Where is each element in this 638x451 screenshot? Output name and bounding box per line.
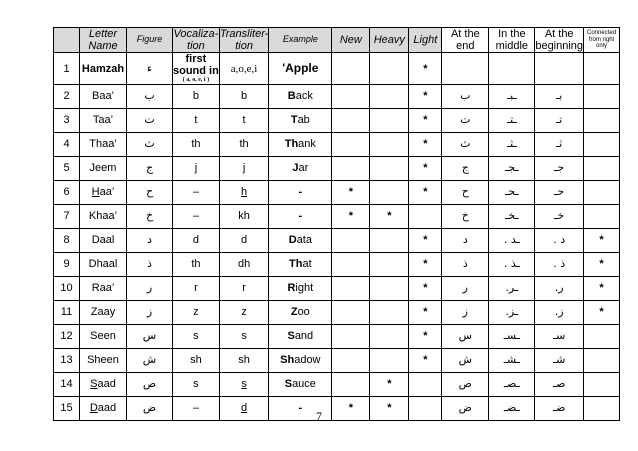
light-mark: * [409, 53, 442, 85]
new-mark [332, 132, 370, 156]
example-rest: oo [297, 306, 310, 319]
transliteration [219, 156, 269, 180]
example-bold: - [298, 210, 303, 223]
row-number: 8 [54, 228, 80, 252]
table-row [54, 108, 620, 132]
example [269, 180, 332, 204]
form-beginning: ز. [535, 300, 584, 324]
light-mark: * [409, 156, 442, 180]
example-rest: and [294, 330, 314, 343]
letter-figure: ج [127, 156, 173, 180]
example [269, 108, 332, 132]
table-row [54, 300, 620, 324]
row-number: 7 [54, 204, 80, 228]
transliteration [219, 108, 269, 132]
form-middle: ـز. [489, 300, 535, 324]
transliteration-text: sh [238, 354, 250, 367]
header-letter-name: Letter Name [80, 28, 127, 53]
example-rest: ab [297, 114, 310, 127]
form-middle: ـجـ [489, 156, 535, 180]
alphabet-table [53, 27, 620, 421]
letter-name [80, 300, 127, 324]
light-mark: * [409, 276, 442, 300]
form-middle [489, 53, 535, 85]
transliteration [219, 300, 269, 324]
vocalization-line-3: ( a, o, e, i ) [182, 77, 210, 84]
light-mark: * [409, 324, 442, 348]
heavy-mark [370, 324, 409, 348]
new-mark [332, 372, 370, 396]
transliteration [219, 84, 269, 108]
form-beginning: ر. [535, 276, 584, 300]
light-mark: * [409, 132, 442, 156]
heavy-mark: * [370, 372, 409, 396]
letter-figure: خ [127, 204, 173, 228]
connected-mark [584, 180, 620, 204]
letter-figure: ب [127, 84, 173, 108]
letter-name-underlined: D [89, 402, 98, 415]
connected-mark [584, 204, 620, 228]
letter-name-rest: Seen [90, 330, 116, 343]
transliteration-text: d [241, 402, 248, 415]
example-rest: at [302, 258, 312, 271]
form-middle: ـتـ [489, 108, 535, 132]
example-bold: B [287, 90, 296, 103]
example-bold: J [292, 162, 299, 175]
form-beginning [535, 53, 584, 85]
form-middle: ـسـ [489, 324, 535, 348]
new-mark [332, 276, 370, 300]
letter-name [80, 324, 127, 348]
vocalization [173, 53, 220, 85]
vocalization: – [173, 204, 220, 228]
example [269, 84, 332, 108]
new-mark: * [332, 396, 370, 420]
vocalization: d [173, 228, 220, 252]
header-in-the-middle: In the middle [489, 28, 535, 53]
example-rest: ar [298, 162, 309, 175]
vocalization: r [173, 276, 220, 300]
row-number: 6 [54, 180, 80, 204]
table-row [54, 132, 620, 156]
connected-mark: * [584, 228, 620, 252]
connected-mark [584, 156, 620, 180]
connected-mark [584, 372, 620, 396]
light-mark: * [409, 84, 442, 108]
transliteration-text: d [241, 234, 248, 247]
heavy-mark [370, 300, 409, 324]
transliteration-text: z [241, 306, 247, 319]
header-light: Light [409, 28, 442, 53]
letter-name [80, 180, 127, 204]
vocalization: – [173, 396, 220, 420]
form-end: ب [442, 84, 489, 108]
transliteration-text: b [241, 90, 248, 103]
letter-name-rest: Taa’ [92, 114, 114, 127]
new-mark [332, 300, 370, 324]
form-middle: ـخـ [489, 204, 535, 228]
example-rest: ight [295, 282, 314, 295]
heavy-mark [370, 276, 409, 300]
form-beginning: شـ [535, 348, 584, 372]
example [269, 276, 332, 300]
letter-name-rest: aad [97, 378, 116, 391]
transliteration [219, 180, 269, 204]
heavy-mark [370, 53, 409, 85]
transliteration [219, 324, 269, 348]
letter-name: Hamzah [80, 53, 127, 85]
example [269, 348, 332, 372]
vocalization: th [173, 132, 220, 156]
example-bold: - [298, 186, 303, 199]
row-number: 4 [54, 132, 80, 156]
header-connected-from-right-only: Connected from right only [584, 28, 620, 53]
vocalization: th [173, 252, 220, 276]
table-row-hamzah [54, 53, 620, 85]
form-middle: ـحـ [489, 180, 535, 204]
transliteration [219, 348, 269, 372]
header-figure: Figure [127, 28, 173, 53]
letter-name-rest: aa’ [99, 186, 115, 199]
letter-name-rest: aad [97, 402, 117, 415]
letter-figure: ث [127, 132, 173, 156]
form-middle: ـضـ [489, 396, 535, 420]
heavy-mark: * [370, 204, 409, 228]
transliteration [219, 204, 269, 228]
example-bold: Th [289, 258, 303, 271]
connected-mark [584, 324, 620, 348]
vocalization: b [173, 84, 220, 108]
light-mark: * [409, 252, 442, 276]
header-heavy: Heavy [370, 28, 409, 53]
form-beginning: صـ [535, 372, 584, 396]
vocalization: s [173, 324, 220, 348]
form-beginning: ذ . [535, 252, 584, 276]
new-mark: * [332, 204, 370, 228]
row-number: 2 [54, 84, 80, 108]
form-middle: ـد . [489, 228, 535, 252]
example-bold: Th [284, 138, 299, 151]
letter-figure: ء [127, 53, 173, 85]
transliteration [219, 228, 269, 252]
form-beginning: تـ [535, 108, 584, 132]
letter-figure: ض [127, 396, 173, 420]
form-beginning: ضـ [535, 396, 584, 420]
letter-figure: ش [127, 348, 173, 372]
new-mark [332, 108, 370, 132]
letter-name [80, 204, 127, 228]
light-mark [409, 372, 442, 396]
page-number: 7 [316, 409, 322, 423]
letter-figure: ذ [127, 252, 173, 276]
vocalization: s [173, 372, 220, 396]
form-beginning: د . [535, 228, 584, 252]
letter-name [80, 156, 127, 180]
header-new: New [332, 28, 370, 53]
header-at-the-beginning: At the beginning [535, 28, 584, 53]
transliteration-text: h [241, 186, 248, 199]
vocalization: j [173, 156, 220, 180]
letter-name [80, 228, 127, 252]
letter-name-rest: Jeem [89, 162, 117, 175]
letter-name [80, 84, 127, 108]
header-number [54, 28, 80, 53]
vocalization: sh [173, 348, 220, 372]
example-rest: ank [298, 138, 316, 151]
vocalization-line-1: first [185, 53, 207, 66]
row-number: 9 [54, 252, 80, 276]
light-mark: * [409, 180, 442, 204]
letter-name [80, 132, 127, 156]
form-beginning: ثـ [535, 132, 584, 156]
light-mark: * [409, 228, 442, 252]
example [269, 252, 332, 276]
heavy-mark [370, 252, 409, 276]
transliteration [219, 276, 269, 300]
form-middle: ـثـ [489, 132, 535, 156]
example-rest: adow [294, 354, 321, 367]
table-row [54, 180, 620, 204]
heavy-mark [370, 228, 409, 252]
header-row [54, 28, 620, 53]
connected-mark: * [584, 300, 620, 324]
letter-figure: س [127, 324, 173, 348]
row-number: 10 [54, 276, 80, 300]
connected-mark [584, 108, 620, 132]
heavy-mark [370, 108, 409, 132]
transliteration-text: r [242, 282, 246, 295]
form-end: ر [442, 276, 489, 300]
new-mark: * [332, 180, 370, 204]
form-beginning: سـ [535, 324, 584, 348]
form-end: ذ [442, 252, 489, 276]
form-beginning: خـ [535, 204, 584, 228]
letter-name-rest: Raa’ [91, 282, 115, 295]
letter-figure: د [127, 228, 173, 252]
table-row [54, 204, 620, 228]
example [269, 156, 332, 180]
letter-figure: ت [127, 108, 173, 132]
form-end: ش [442, 348, 489, 372]
transliteration-text: j [242, 162, 246, 175]
letter-name-rest: Thaa’ [89, 138, 117, 151]
example [269, 228, 332, 252]
new-mark [332, 252, 370, 276]
row-number: 15 [54, 396, 80, 420]
letter-name-rest: Dhaal [88, 258, 118, 271]
connected-mark: * [584, 252, 620, 276]
table-row [54, 276, 620, 300]
form-end: ز [442, 300, 489, 324]
example-bold: S [287, 330, 295, 343]
example [269, 324, 332, 348]
connected-mark [584, 84, 620, 108]
letter-name [80, 252, 127, 276]
new-mark [332, 53, 370, 85]
form-middle: ـر. [489, 276, 535, 300]
vocalization: – [173, 180, 220, 204]
row-number: 14 [54, 372, 80, 396]
form-middle: ـصـ [489, 372, 535, 396]
letter-figure: ص [127, 372, 173, 396]
table-row [54, 84, 620, 108]
new-mark [332, 156, 370, 180]
heavy-mark: * [370, 396, 409, 420]
example-bold: D [288, 234, 297, 247]
connected-mark [584, 348, 620, 372]
letter-name-rest: Daal [91, 234, 115, 247]
letter-name [80, 348, 127, 372]
transliteration-text: th [239, 138, 249, 151]
example-bold: Sh [280, 354, 295, 367]
transliteration [219, 132, 269, 156]
letter-name-rest: Baa’ [91, 90, 115, 103]
example [269, 132, 332, 156]
form-middle: ـذ . [489, 252, 535, 276]
row-number: 3 [54, 108, 80, 132]
example-rest: auce [292, 378, 316, 391]
heavy-mark [370, 84, 409, 108]
example-bold: Z [290, 306, 298, 319]
table-row [54, 324, 620, 348]
new-mark [332, 84, 370, 108]
light-mark: * [409, 108, 442, 132]
transliteration [219, 372, 269, 396]
connected-mark [584, 53, 620, 85]
header-vocalization: Vocaliza-tion [173, 28, 219, 53]
example-bold: T [290, 114, 298, 127]
example: 'Apple [269, 53, 332, 85]
transliteration [219, 252, 269, 276]
form-beginning: حـ [535, 180, 584, 204]
new-mark [332, 324, 370, 348]
header-at-the-end: At the end [442, 28, 489, 53]
form-end: ض [442, 396, 489, 420]
transliteration-text: kh [238, 210, 250, 223]
example [269, 204, 332, 228]
header-example: Example [269, 28, 332, 53]
table-row [54, 228, 620, 252]
example [269, 300, 332, 324]
transliteration-text: dh [237, 258, 251, 271]
table-row [54, 156, 620, 180]
new-mark [332, 228, 370, 252]
example-rest: ack [295, 90, 313, 103]
letter-name-underlined: H [91, 186, 100, 199]
form-end: د [442, 228, 489, 252]
letter-name [80, 372, 127, 396]
example-rest: ata [296, 234, 312, 247]
letter-name [80, 276, 127, 300]
form-end: ج [442, 156, 489, 180]
form-end [442, 53, 489, 85]
heavy-mark [370, 156, 409, 180]
letter-name-rest: Sheen [87, 354, 119, 367]
table-row [54, 252, 620, 276]
light-mark [409, 204, 442, 228]
table-row [54, 372, 620, 396]
form-middle: ـشـ [489, 348, 535, 372]
letter-figure: ر [127, 276, 173, 300]
example-bold: S [284, 378, 293, 391]
vocalization-line-2: sound in [173, 65, 219, 78]
transliteration-text: t [242, 114, 246, 127]
letter-name-rest: Zaay [90, 306, 116, 319]
example-bold: R [287, 282, 296, 295]
table-row [54, 348, 620, 372]
row-number: 11 [54, 300, 80, 324]
form-end: ص [442, 372, 489, 396]
form-middle: ـبـ [489, 84, 535, 108]
vocalization: z [173, 300, 220, 324]
example-bold: - [298, 402, 303, 415]
light-mark: * [409, 348, 442, 372]
letter-figure: ز [127, 300, 173, 324]
heavy-mark [370, 180, 409, 204]
header-transliteration: Transliter-tion [219, 28, 269, 53]
new-mark [332, 348, 370, 372]
connected-mark: * [584, 276, 620, 300]
form-beginning: بـ [535, 84, 584, 108]
form-end: خ [442, 204, 489, 228]
row-number: 1 [54, 53, 80, 85]
form-end: ت [442, 108, 489, 132]
transliteration: a,o,e,i [219, 53, 269, 85]
letter-name-rest: Khaa’ [88, 210, 118, 223]
row-number: 12 [54, 324, 80, 348]
letter-figure: ح [127, 180, 173, 204]
transliteration-text: s [241, 378, 247, 391]
letter-name [80, 108, 127, 132]
letter-name-underlined: S [90, 378, 98, 391]
form-beginning: جـ [535, 156, 584, 180]
vocalization: t [173, 108, 220, 132]
row-number: 5 [54, 156, 80, 180]
light-mark: * [409, 300, 442, 324]
form-end: ث [442, 132, 489, 156]
connected-mark [584, 132, 620, 156]
example [269, 372, 332, 396]
heavy-mark [370, 348, 409, 372]
row-number: 13 [54, 348, 80, 372]
form-end: ح [442, 180, 489, 204]
heavy-mark [370, 132, 409, 156]
form-end: س [442, 324, 489, 348]
transliteration-text: s [241, 330, 247, 343]
